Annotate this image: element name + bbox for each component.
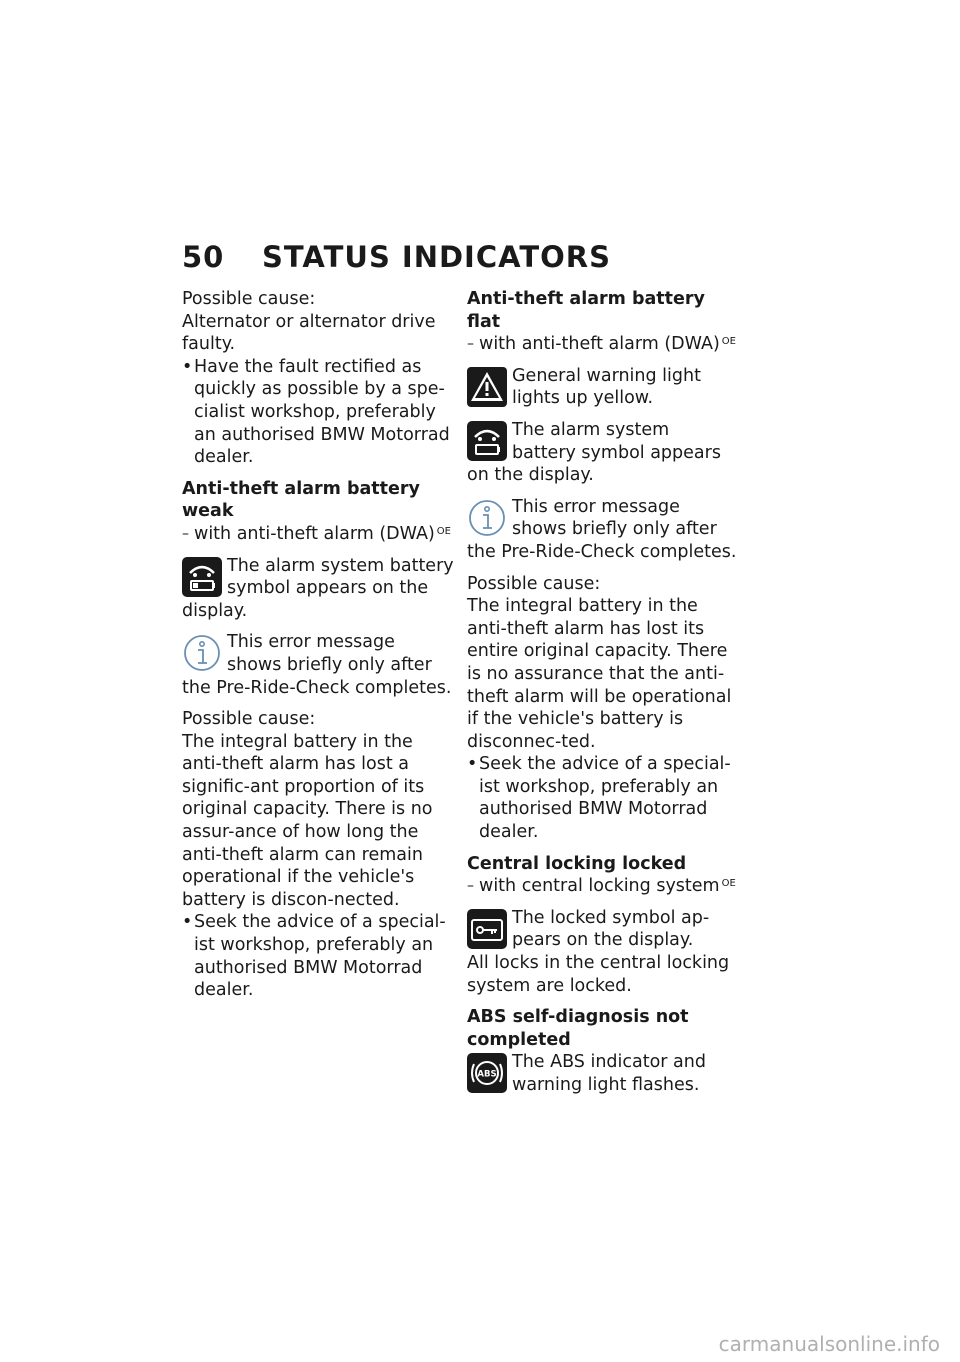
info-icon	[467, 498, 507, 538]
bullet-text: Seek the advice of a special-ist workshop, preferably an authorised BMW Motorrad dealer.	[194, 912, 446, 1001]
oe-superscript: OE	[436, 525, 451, 537]
indicator-text: General warning light lights up yellow.	[512, 365, 701, 409]
central-locking-icon	[467, 909, 507, 949]
indicator-row	[467, 496, 737, 564]
indicator-text: The alarm system battery symbol appears on the display.	[467, 419, 721, 486]
bullet-dot: •	[182, 356, 193, 377]
page-header	[182, 240, 611, 274]
possible-cause-label: Possible cause:	[182, 289, 316, 309]
bullet-item	[467, 753, 737, 843]
bullet-dot: •	[182, 912, 193, 933]
left-column	[182, 288, 454, 1002]
bullet-item	[182, 356, 454, 469]
section-heading-abs: ABS self-diagnosis not completed	[467, 1007, 689, 1050]
page-number: 50	[182, 240, 225, 274]
alarm-battery-icon	[467, 421, 507, 461]
equipment-note	[467, 875, 737, 898]
cause-text: The integral battery in the anti-theft alarm has lost a signific-ant proportion of its original capacity. There is no assur-ance of how long the anti-theft alarm can remain operational if the vehicle's battery is discon-nected.	[182, 731, 433, 910]
oe-superscript: OE	[721, 336, 736, 348]
equipment-note-text: with anti-theft alarm (DWA)	[479, 334, 720, 355]
warning-triangle-icon	[467, 367, 507, 407]
abs-icon-label: ABS	[477, 1069, 497, 1080]
info-icon	[182, 633, 222, 673]
indicator-row	[467, 907, 737, 952]
abs-icon	[467, 1053, 507, 1093]
indicator-text: The locked symbol ap-pears on the display.	[512, 907, 710, 951]
page-title: STATUS INDICATORS	[262, 240, 611, 274]
indicator-text: This error message shows briefly only after the Pre-Ride-Check completes.	[467, 496, 737, 562]
bullet-text: Have the fault rectified as quickly as possible by a spe-cialist workshop, preferably an authorised BMW Motorrad dealer.	[194, 356, 450, 468]
watermark: carmanualsonline.info	[718, 1332, 940, 1356]
right-column	[467, 288, 737, 1097]
equipment-note-text: with central locking system	[479, 876, 720, 897]
section-heading-battery-weak: Anti-theft alarm battery weak	[182, 478, 420, 522]
alarm-battery-icon	[182, 557, 222, 597]
indicator-row	[467, 1051, 737, 1096]
indicator-row	[467, 419, 737, 487]
cause-text: The integral battery in the anti-theft alarm has lost its entire original capacity. There is no assurance that the anti-theft alarm will be operational if the vehicle's battery is disconnec-ted.	[467, 596, 732, 752]
equipment-note	[467, 333, 737, 356]
indicator-text: The alarm system battery symbol appears on the display.	[182, 555, 454, 621]
section-heading-central-locking: Central locking locked	[467, 853, 687, 874]
bullet-text: Seek the advice of a special-ist workshop, preferably an authorised BMW Motorrad dealer.	[479, 754, 731, 843]
dash: –	[182, 525, 189, 542]
indicator-row	[182, 555, 454, 623]
indicator-text: This error message shows briefly only after the Pre-Ride-Check completes.	[182, 632, 452, 698]
locking-text: All locks in the central locking system are locked.	[467, 953, 730, 996]
indicator-row	[182, 631, 454, 699]
possible-cause-label: Possible cause:	[467, 573, 601, 594]
cause-text: Alternator or alternator drive faulty.	[182, 311, 436, 355]
bullet-dot: •	[467, 754, 478, 775]
section-heading-battery-flat: Anti-theft alarm battery flat	[467, 289, 705, 332]
equipment-note	[182, 523, 454, 546]
indicator-text: The ABS indicator and warning light flashes.	[512, 1052, 706, 1095]
oe-superscript: OE	[721, 878, 736, 890]
bullet-item	[182, 911, 454, 1001]
indicator-row	[467, 365, 737, 410]
possible-cause-label: Possible cause:	[182, 709, 316, 730]
dash: –	[467, 336, 474, 353]
equipment-note-text: with anti-theft alarm (DWA)	[194, 523, 435, 544]
dash: –	[467, 878, 474, 895]
